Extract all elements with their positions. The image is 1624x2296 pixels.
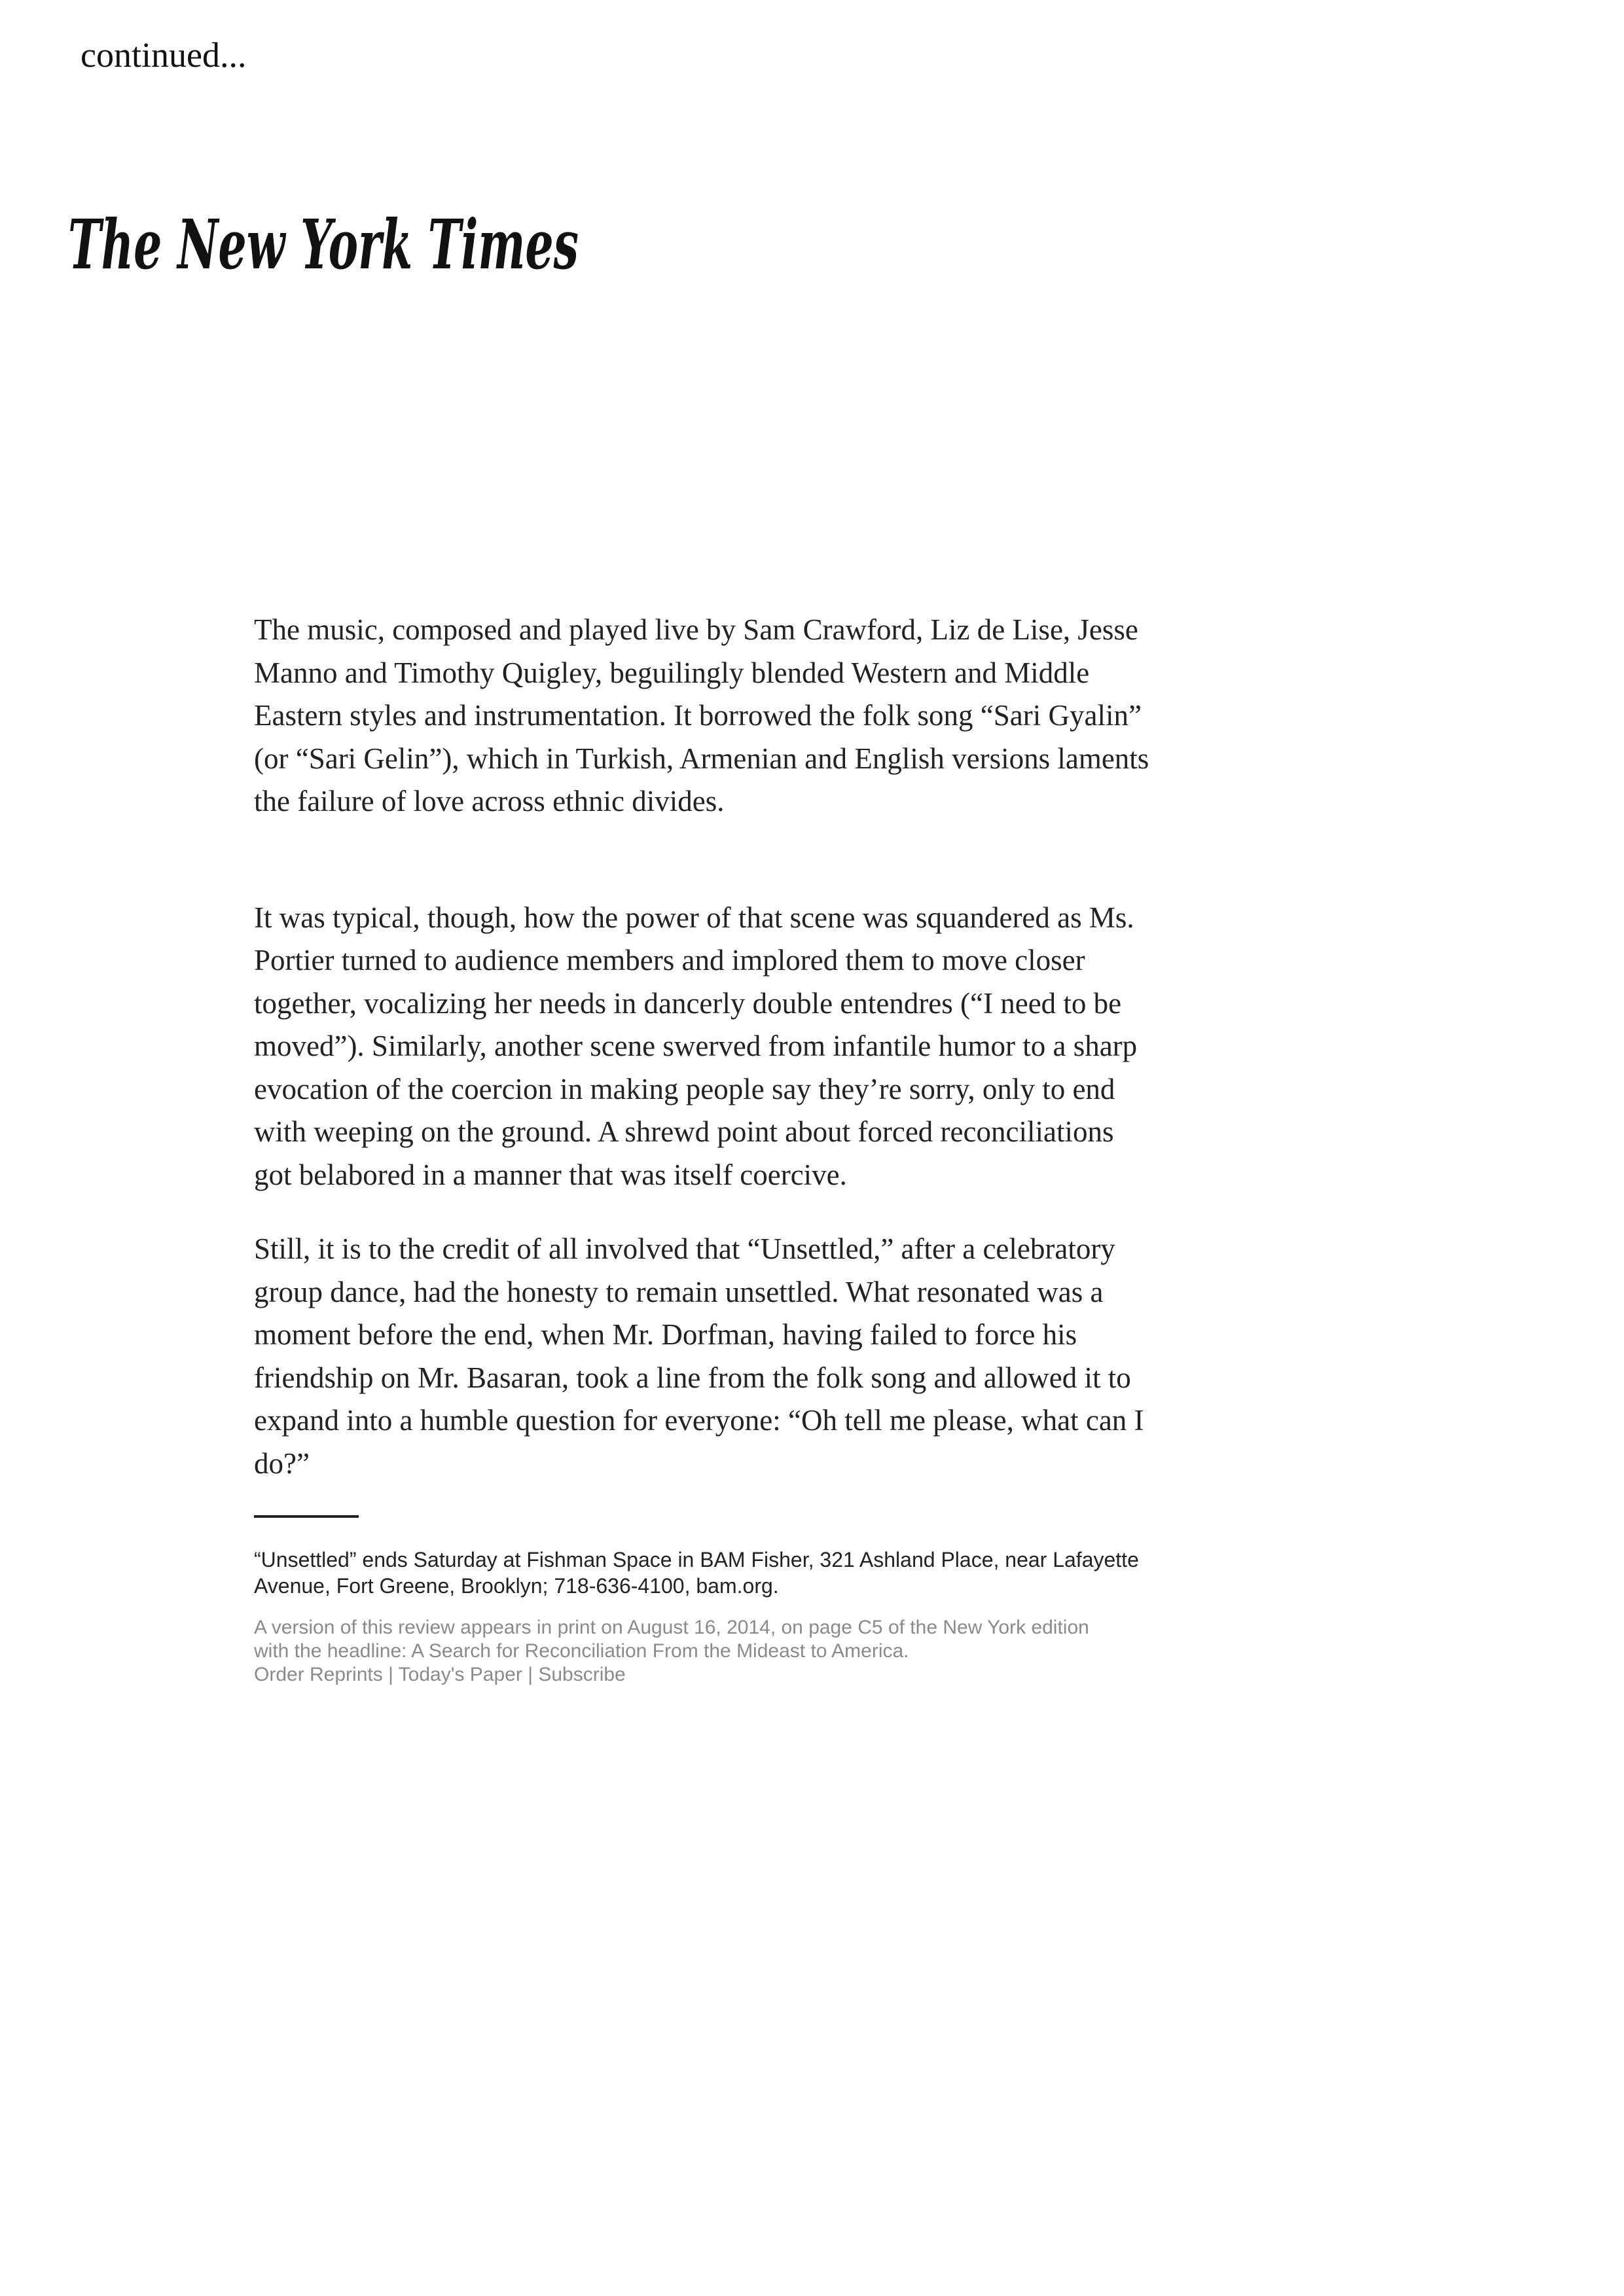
link-separator xyxy=(383,1664,388,1685)
section-divider xyxy=(254,1515,359,1518)
footer-links xyxy=(254,1663,1236,1687)
paragraph-line: the failure of love across ethnic divides. xyxy=(254,785,725,817)
article-paragraph-1 xyxy=(254,609,1236,823)
paragraph-line: moved”). Similarly, another scene swerved from infantile humor to a sharp xyxy=(254,1030,1138,1062)
nyt-logo-image xyxy=(68,203,592,288)
paragraph-line: The music, composed and played live by Sam Crawford, Liz de Lise, Jesse xyxy=(254,613,1138,646)
paragraph-line: friendship on Mr. Basaran, took a line from the folk song and allowed it to xyxy=(254,1361,1131,1394)
nyt-logo-wordmark: The New York Times xyxy=(68,204,579,285)
venue-info xyxy=(254,1547,1236,1599)
article-paragraph-3 xyxy=(254,1228,1236,1485)
nyt-logo xyxy=(68,203,592,288)
paragraph-line: do?” xyxy=(254,1446,310,1480)
paragraph-line: Eastern styles and instrumentation. It borrowed the folk song “Sari Gyalin” xyxy=(254,699,1142,732)
print-note-line: with the headline: A Search for Reconciliation From the Mideast to America. xyxy=(254,1640,909,1662)
order-reprints-link[interactable]: Order Reprints xyxy=(254,1664,383,1685)
print-version-note xyxy=(254,1616,1236,1663)
paragraph-line: It was typical, though, how the power of that scene was squandered as Ms. xyxy=(254,901,1134,934)
venue-info-line: “Unsettled” ends Saturday at Fishman Space in BAM Fisher, 321 Ashland Place, near Lafayette xyxy=(254,1548,1139,1571)
todays-paper-link[interactable]: Today's Paper xyxy=(398,1664,522,1685)
paragraph-line: together, vocalizing her needs in dancerly double entendres (“I need to be xyxy=(254,986,1122,1020)
paragraph-line: group dance, had the honesty to remain unsettled. What resonated was a xyxy=(254,1275,1104,1308)
link-separator: | xyxy=(388,1664,399,1685)
article-paragraph-2 xyxy=(254,897,1236,1197)
venue-info-line: Avenue, Fort Greene, Brooklyn; 718-636-4100, bam.org. xyxy=(254,1574,779,1598)
paragraph-line: moment before the end, when Mr. Dorfman, having failed to force his xyxy=(254,1318,1077,1351)
print-note-line: A version of this review appears in print on August 16, 2014, on page C5 of the New York edition xyxy=(254,1617,1089,1638)
paragraph-line: (or “Sari Gelin”), which in Turkish, Armenian and English versions laments xyxy=(254,742,1149,775)
link-separator: | xyxy=(528,1664,533,1685)
article-body xyxy=(254,609,1236,1687)
paragraph-line: expand into a humble question for everyone: “Oh tell me please, what can I xyxy=(254,1404,1144,1437)
link-separator xyxy=(522,1664,528,1685)
continued-label: continued... xyxy=(81,35,247,75)
paragraph-line: Still, it is to the credit of all involved that “Unsettled,” after a celebratory xyxy=(254,1232,1115,1265)
subscribe-link[interactable]: Subscribe xyxy=(538,1664,626,1685)
paragraph-line: Manno and Timothy Quigley, beguilingly blended Western and Middle xyxy=(254,656,1090,689)
paragraph-line: got belabored in a manner that was itself coercive. xyxy=(254,1158,847,1191)
paragraph-line: Portier turned to audience members and implored them to move closer xyxy=(254,944,1085,977)
paragraph-line: with weeping on the ground. A shrewd point about forced reconciliations xyxy=(254,1115,1114,1148)
paragraph-line: evocation of the coercion in making people say they’re sorry, only to end xyxy=(254,1072,1115,1105)
